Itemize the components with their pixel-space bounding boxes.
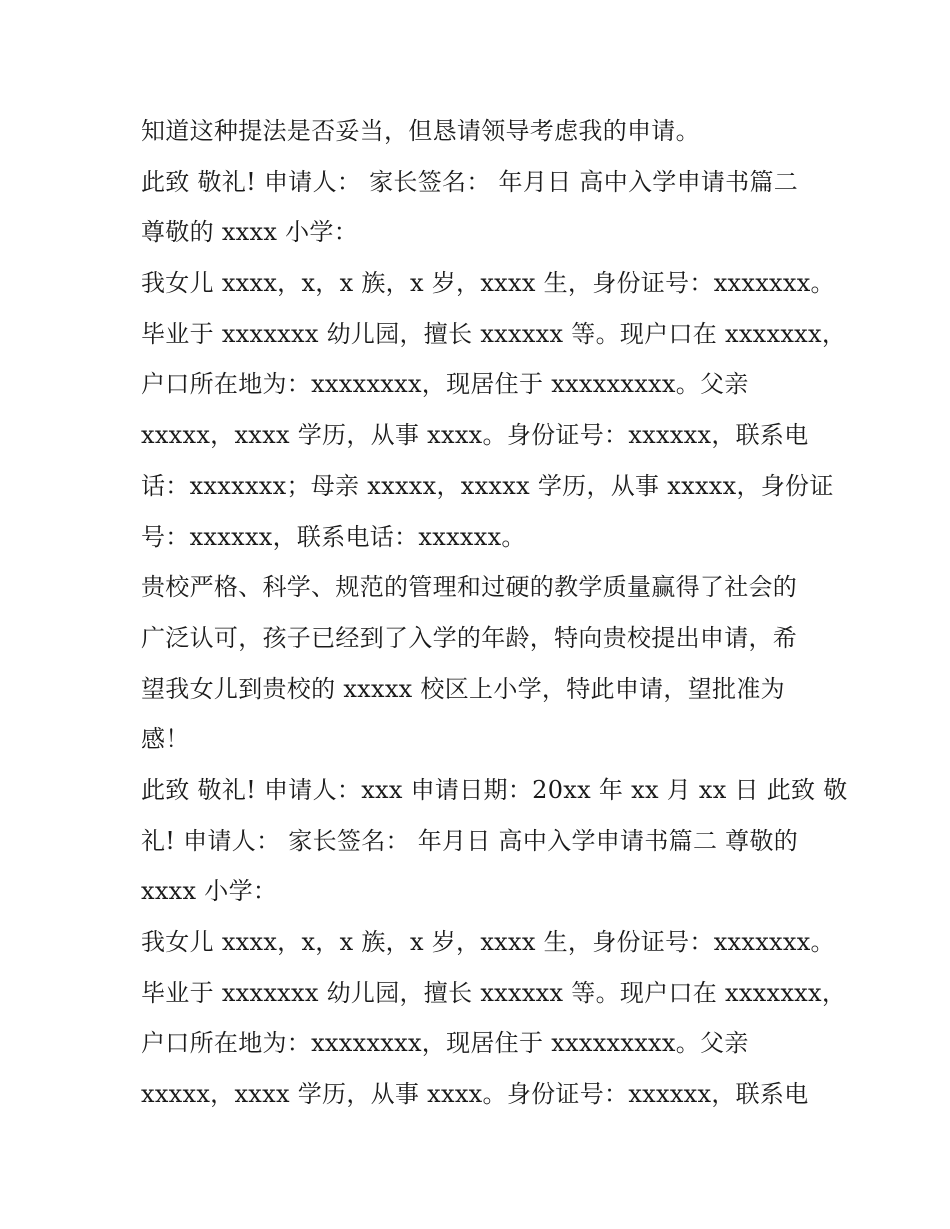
text-line: 广泛认可，孩子已经到了入学的年龄，特向贵校提出申请，希: [141, 623, 798, 652]
text-line: 感！: [141, 725, 190, 754]
document-body: [141, 106, 848, 1120]
text-line: xxxxx，xxxx 学历，从事 xxxx。身份证号：xxxxxx，联系电: [141, 421, 809, 450]
text-line: xxxxx，xxxx 学历，从事 xxxx。身份证号：xxxxxx，联系电: [141, 1080, 809, 1109]
text-line: 我女儿 xxxx，x，x 族，x 岁，xxxx 生，身份证号：xxxxxxx。: [141, 269, 835, 298]
text-line: 话：xxxxxxx；母亲 xxxxx，xxxxx 学历，从事 xxxxx，身份证: [141, 471, 834, 500]
text-line: 户口所在地为：xxxxxxxx，现居住于 xxxxxxxxx。父亲: [141, 370, 749, 399]
text-line: 户口所在地为：xxxxxxxx，现居住于 xxxxxxxxx。父亲: [141, 1029, 749, 1058]
text-line: 毕业于 xxxxxxx 幼儿园，擅长 xxxxxx 等。现户口在 xxxxxxx，: [141, 978, 847, 1007]
text-line: 此致 敬礼! 申请人：xxx 申请日期：20xx 年 xx 月 xx 日 此致 敬: [141, 775, 848, 804]
text-line: 贵校严格、科学、规范的管理和过硬的教学质量赢得了社会的: [141, 573, 798, 602]
text-line: 礼! 申请人： 家长签名： 年月日 高中入学申请书篇二 尊敬的: [141, 826, 799, 855]
text-line: 号：xxxxxx，联系电话：xxxxxx。: [141, 522, 526, 551]
text-line: xxxx 小学：: [141, 877, 278, 906]
text-line: 尊敬的 xxxx 小学：: [141, 218, 358, 247]
text-line: 知道这种提法是否妥当，但恳请领导考虑我的申请。: [141, 117, 700, 145]
text-line: 我女儿 xxxx，x，x 族，x 岁，xxxx 生，身份证号：xxxxxxx。: [141, 928, 835, 956]
text-line: 毕业于 xxxxxxx 幼儿园，擅长 xxxxxx 等。现户口在 xxxxxxx，: [141, 319, 847, 348]
text-line: 此致 敬礼! 申请人： 家长签名： 年月日 高中入学申请书篇二: [141, 167, 799, 196]
text-line: 望我女儿到贵校的 xxxxx 校区上小学，特此申请，望批准为: [141, 674, 785, 703]
